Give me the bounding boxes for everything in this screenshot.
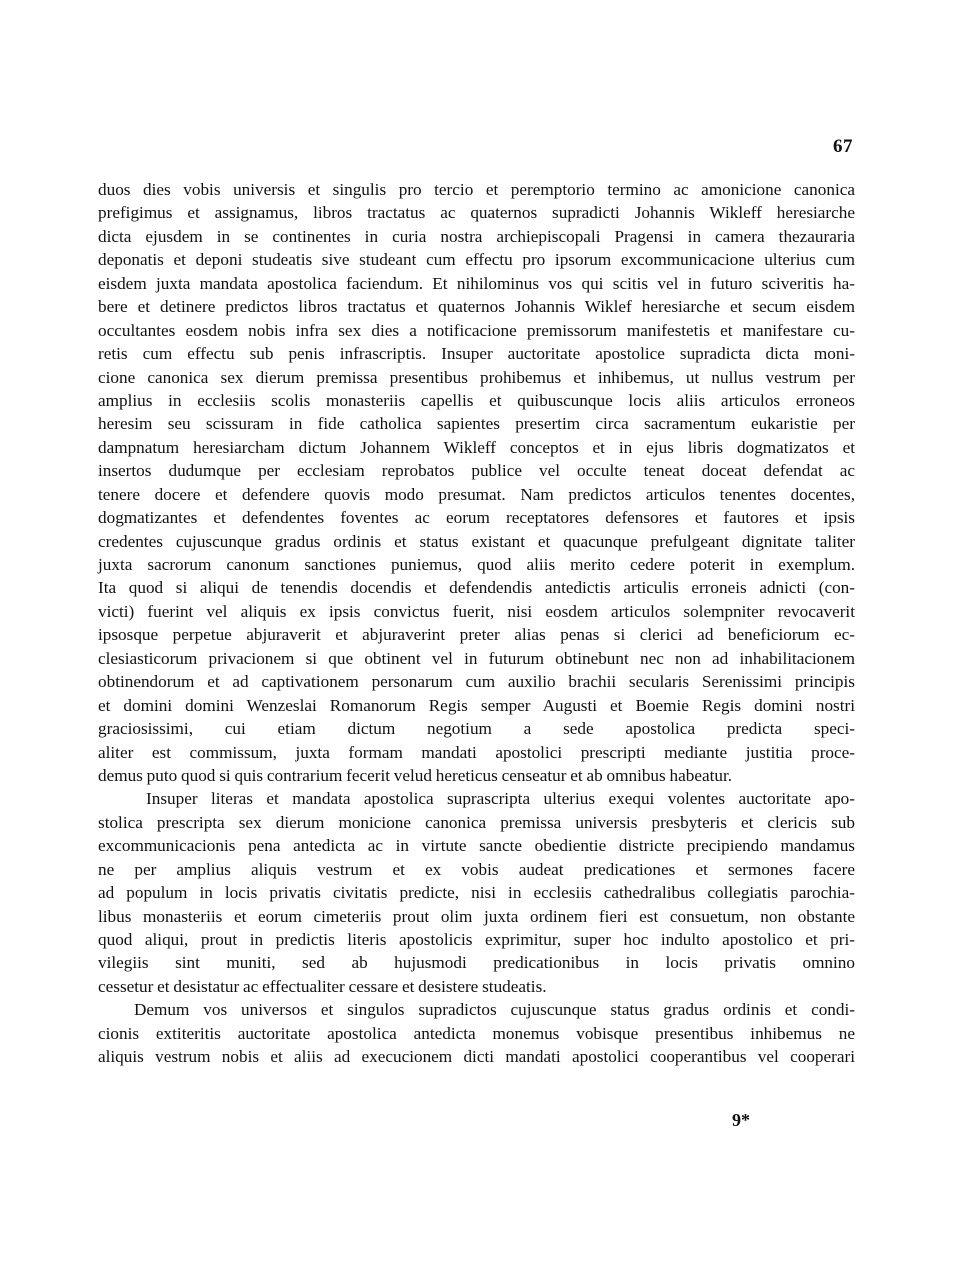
page-number: 67: [833, 136, 853, 157]
text-line: ad populum in locis privatis civitatis predicte, nisi in ecclesiis cathedralibus collegiatis parochia-: [98, 883, 855, 903]
text-line: insertos dudumque per ecclesiam reprobatos publice vel occulte teneat doceat defendat ac: [98, 461, 855, 481]
text-line: stolica prescripta sex dierum monicione canonica premissa universis presbyteris et clericis sub: [98, 812, 855, 832]
text-line: dicta ejusdem in se continentes in curia nostra archiepiscopali Pragensi in camera thezauraria: [98, 226, 855, 246]
paragraph-end-line: cessetur et desistatur ac effectualiter cessare et desistere studeatis.: [98, 976, 547, 996]
text-line: victi) fuerint vel aliquis ex ipsis convictus fuerit, nisi eosdem articulos solempniter revocaverit: [98, 601, 855, 621]
text-line: quod aliqui, prout in predictis literis apostolicis exprimitur, super hoc indulto apostolico et pri-: [98, 930, 855, 949]
text-line: juxta sacrorum canonum sanctiones puniemus, quod aliis merito cedere poterit in exemplum.: [98, 555, 855, 574]
text-line: clesiasticorum privacionem si que obtinent vel in futurum obtinebunt nec non ad inhabilitacionem: [98, 648, 855, 668]
text-line: graciosissimi, cui etiam dictum negotium a sede apostolica predicta speci-: [98, 719, 855, 739]
text-line: credentes cujuscunque gradus ordinis et status existant et quacunque prefulgeant dignitate taliter: [98, 531, 855, 551]
paragraph-first-line: Insuper literas et mandata apostolica suprascripta ulterius exequi volentes auctoritate apo-: [146, 789, 855, 809]
text-line: dampnatum heresiarcham dictum Johannem Wikleff conceptos et in ejus libris dogmatizatos et: [98, 437, 855, 457]
text-line: occultantes eosdem nobis infra sex dies a notificacione premissorum manifestetis et manifestare cu-: [98, 320, 855, 340]
text-line: dogmatizantes et defendentes foventes ac eorum receptatores defensores et fautores et ipsis: [98, 508, 855, 528]
text-line: eisdem juxta mandata apostolica faciendum. Et nihilominus vos qui scitis vel in futuro sciveritis ha-: [98, 273, 855, 293]
text-line: et domini domini Wenzeslai Romanorum Regis semper Augusti et Boemie Regis domini nostri: [98, 695, 855, 715]
text-line: vilegiis sint muniti, sed ab hujusmodi predicationibus in locis privatis omnino: [98, 953, 855, 973]
text-line: duos dies vobis universis et singulis pro tercio et peremptorio termino ac amonicione canonica: [98, 180, 855, 199]
text-line: ipsosque perpetue abjuraverit et abjuraverint preter alias penas si clerici ad beneficiorum ec-: [98, 625, 855, 645]
text-line: aliquis vestrum nobis et aliis ad execucionem dicti mandati apostolici cooperantibus vel cooperari: [98, 1047, 855, 1067]
text-line: amplius in ecclesiis scolis monasteriis capellis et quibuscunque locis aliis articulos erroneos: [98, 390, 855, 410]
text-line: retis cum effectu sub penis infrascriptis. Insuper auctoritate apostolice supradicta dicta moni-: [98, 344, 855, 364]
text-line: libus monasteriis et eorum cimeteriis prout olim juxta ordinem fieri est consuetum, non obstante: [98, 906, 855, 926]
text-line: cione canonica sex dierum premissa presentibus prohibemus et inhibemus, ut nullus vestrum per: [98, 367, 855, 387]
text-line: tenere docere et defendere quovis modo presumat. Nam predictos articulos tenentes docentes,: [98, 484, 855, 504]
text-line: cionis extiteritis auctoritate apostolica antedicta monemus vobisque presentibus inhibemus ne: [98, 1023, 855, 1043]
text-line: Ita quod si aliqui de tenendis docendis et defendendis antedictis articulis erroneis adnicti (con-: [98, 578, 855, 598]
signature-mark: 9*: [732, 1110, 750, 1130]
text-line: obtinendorum et ad captivationem personarum cum auxilio brachii secularis Serenissimi principis: [98, 672, 855, 692]
body-text: [98, 178, 855, 1069]
text-line: prefigimus et assignamus, libros tractatus ac quaternos supradicti Johannis Wikleff heresiarche: [98, 203, 855, 223]
text-line: heresim seu scissuram in fide catholica sapientes presertim circa sacramentum eukaristie per: [98, 414, 855, 434]
text-line: aliter est commissum, juxta formam mandati apostolici prescripti mediante justitia proce-: [98, 742, 855, 762]
paragraph-end-line: demus puto quod si quis contrarium fecerit velud hereticus censeatur et ab omnibus habeatur.: [98, 765, 733, 785]
text-line: ne per amplius aliquis vestrum et ex vobis audeat predicationes et sermones facere: [98, 859, 855, 879]
text-line: excommunicacionis pena antedicta ac in virtute sancte obedientie districte precipiendo mandamus: [98, 836, 855, 856]
text-line: bere et detinere predictos libros tractatus et quaternos Johannis Wiklef heresiarche et secum eisdem: [98, 297, 855, 317]
paragraph-first-line: Demum vos universos et singulos supradictos cujuscunque status gradus ordinis et condi-: [134, 1000, 855, 1020]
text-line: deponatis et deponi studeatis sive studeant cum effectu pro ipsorum excommunicacione ulterius cum: [98, 250, 855, 270]
